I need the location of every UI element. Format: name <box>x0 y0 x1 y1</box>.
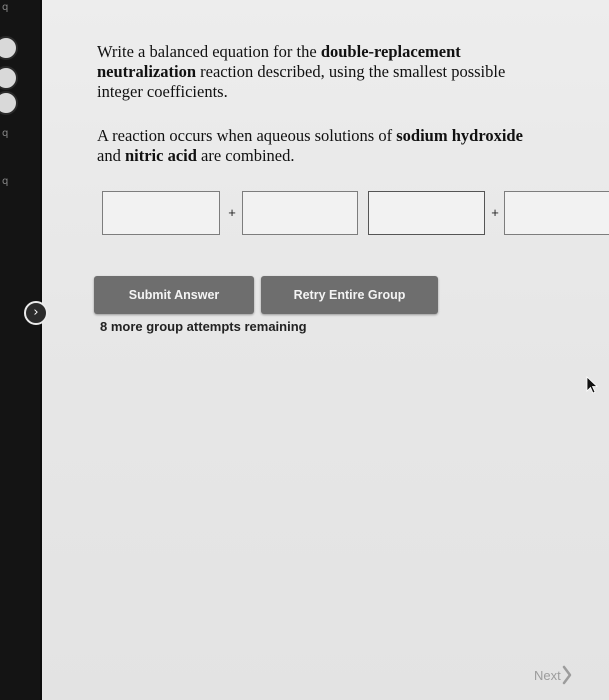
plus-sign: + <box>228 205 236 220</box>
attempts-remaining-text: 8 more group attempts remaining <box>100 319 307 334</box>
sidebar-circle-icon[interactable] <box>0 91 18 115</box>
submit-answer-button[interactable]: Submit Answer <box>94 276 254 314</box>
panel-toggle-chevron-icon[interactable]: › <box>24 301 48 325</box>
question-text: reaction described, using the smallest possible integer coefficients. <box>97 62 506 101</box>
reaction-description <box>97 126 537 166</box>
mouse-cursor-icon <box>586 376 598 394</box>
question-panel <box>40 0 609 700</box>
sidebar-circle-icon[interactable] <box>0 36 18 60</box>
reactant-2-input[interactable] <box>242 191 358 235</box>
sidebar-mark: q <box>2 128 9 139</box>
chevron-right-icon <box>562 665 572 685</box>
question-bold-term: double-replacement neutralization <box>97 42 461 81</box>
reactant-name-sodium-hydroxide: sodium hydroxide <box>396 126 523 145</box>
retry-entire-group-button[interactable]: Retry Entire Group <box>261 276 438 314</box>
reactant-1-input[interactable] <box>102 191 220 235</box>
reaction-text: and <box>97 146 125 165</box>
product-2-input[interactable] <box>504 191 609 235</box>
left-sidebar <box>0 0 40 700</box>
product-1-input[interactable] <box>368 191 485 235</box>
next-label: Next <box>534 667 561 683</box>
question-text: Write a balanced equation for the <box>97 42 321 61</box>
sidebar-mark: q <box>2 176 9 187</box>
reaction-text: are combined. <box>196 146 295 165</box>
sidebar-mark: q <box>2 2 9 13</box>
reaction-text: A reaction occurs when aqueous solutions of <box>97 126 397 145</box>
sidebar-circle-icon[interactable] <box>0 66 18 90</box>
next-button[interactable] <box>534 660 572 690</box>
question-prompt <box>97 42 537 102</box>
reactant-name-nitric-acid: nitric acid <box>124 146 197 165</box>
plus-sign: + <box>491 205 499 220</box>
